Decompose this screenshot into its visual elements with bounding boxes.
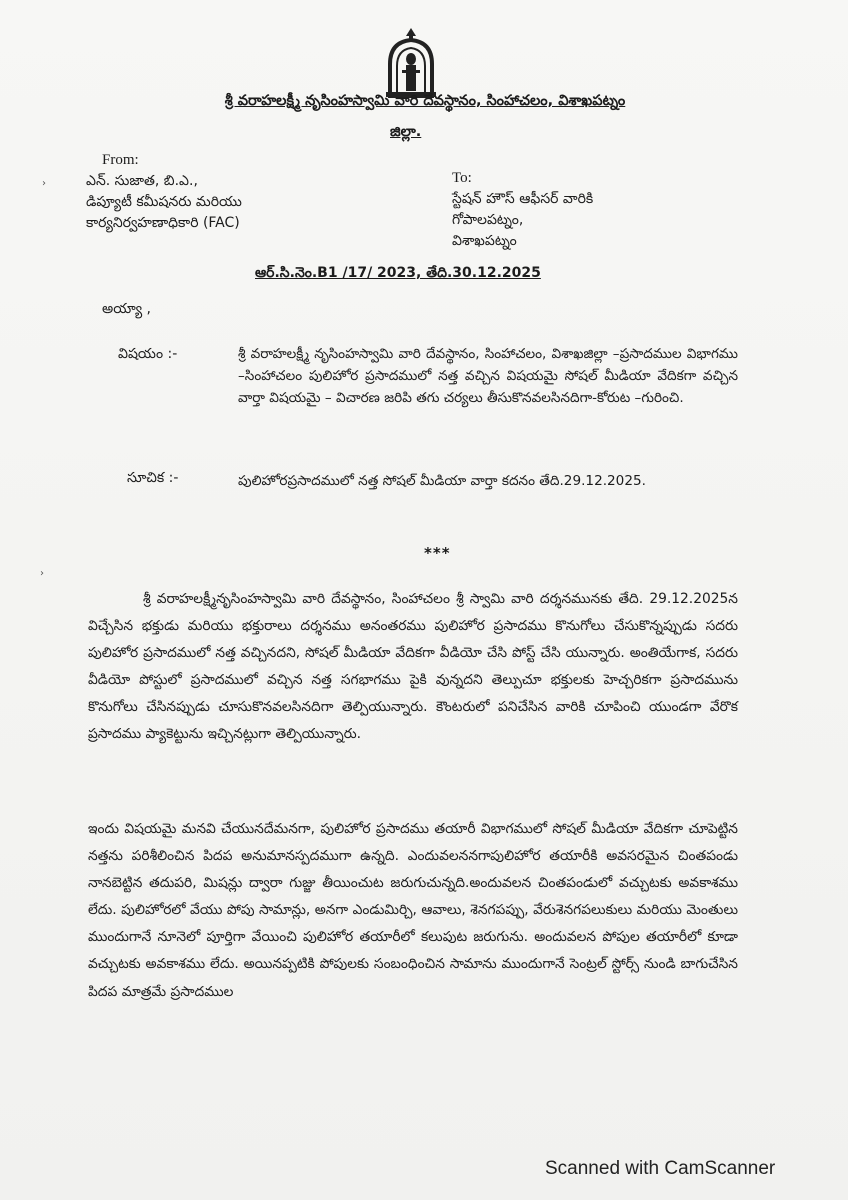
subject-label: విషయం :- [118,346,178,362]
sender-designation: డిప్యూటీ కమీషనరు మరియు [86,194,242,210]
from-label: From: [102,152,139,168]
district-heading: జిల్లా. [390,124,422,140]
to-label: To: [452,170,472,186]
reference-text: పులిహోరప్రసాదములో నత్త సోషల్ మీడియా వార్తా కదనం తేది.29.12.2025. [238,473,646,489]
recipient-locality: గోపాలపట్నం, [452,212,524,228]
margin-scan-mark: › [40,568,44,579]
temple-emblem-icon [380,26,442,98]
body-paragraph-2: ఇందు విషయమై మనవి చేయునదేమనగా, పులిహోర ప్రసాదము తయారీ విభాగములో సోషల్ మీడియా వేదికగా చూపెట్టిన నత్తను పరిశీలించిన పిదప అనుమానస్పదముగా ఉన్నది. ఎందువలననగాపులిహోర తయారీకి అవసరమైన చింతపండు నానబెట్టిన తదుపరి, మిషన్లు ద్వారా గుజ్జు తీయించుట జరుగుచున్నది.అందువలన చింతపండులో వచ్చుటకు అవకాశము లేదు. పులిహోరలో వేయు పోపు సామాన్లు, అనగా ఎండుమిర్చి, ఆవాలు, శెనగపప్పు, వేరుశెనగపలుకులు మరియు మెంతులు ముందుగానే నూనెలో పూర్తిగా వేయించి పులిహోర తయారీలో కలుపుట జరుగును. అందువలన పోపుల తయారీలో కూడా వచ్చుటకు అవకాశము లేదు. అయినప్పటికి పోపులకు సంబంధించిన సామాను ముందుగానే సెంట్రల్ స్టోర్స్ నుండి బాగుచేసిన పిదప మాత్రమే ప్రసాదముల [88,821,738,1000]
section-separator: *** [424,544,451,562]
scanner-watermark: Scanned with CamScanner [545,1158,776,1179]
sender-office: కార్యనిర్వహణాధికారి (FAC) [86,215,240,231]
salutation: అయ్యా , [102,301,152,317]
margin-scan-mark: › [42,178,46,189]
sender-block [86,150,242,234]
reference-number: ఆర్.సి.నెం.B1 /17/ 2023, తేది.30.12.2025 [255,265,541,281]
recipient-block [452,168,593,252]
recipient-city: విశాఖపట్నం [452,233,517,249]
temple-name-heading: శ్రీ వరాహలక్ష్మీ నృసింహస్వామి వారి దేవస్థానం, సింహాచలం, విశాఖపట్నం [224,93,626,109]
recipient-title: స్టేషన్ హౌస్ ఆఫీసర్ వారికి [452,191,594,207]
body-paragraph-1: శ్రీ వరాహలక్ష్మీనృసింహస్వామి వారి దేవస్థానం, సింహాచలం శ్రీ స్వామి వారి దర్శనమునకు తేది. 29.12.2025న విచ్చేసిన భక్తుడు మరియు భక్తురాలు దర్శనము అనంతరము పులిహోర ప్రసాదము కొనుగోలు చేసుకొన్నప్పుడు సదరు పులిహోర ప్రసాదములో నత్త వచ్చినదని, సోషల్ మీడియా వేదికగా వీడియో చేసి పోస్ట్ చేసి యున్నారు. అంతియేగాక, సదరు వీడియో పోస్టులో ప్రసాదములో వచ్చిన నత్త సగభాగము పైకి వున్నదని తెల్పుచూ భక్తులకు హెచ్చరికగా ప్రసాదమును కొనుగోలు చేసినప్పుడు చూసుకొనవలసినదిగా తెల్పియున్నారు. కౌంటరులో పనిచేసిన వారికి చూపించి యుండగా వేరొక ప్రసాదము ప్యాకెట్టును ఇచ్చినట్లుగా తెల్పియున్నారు. [88,591,738,743]
sender-name: ఎన్. సుజాత, బి.ఎ., [86,173,198,189]
subject-text: శ్రీ వరాహలక్ష్మీ నృసింహస్వామి వారి దేవస్థానం, సింహాచలం, విశాఖజిల్లా –ప్రసాదముల విభాగము –సింహాచలం పులిహోర ప్రసాదములో నత్త వచ్చిన విషయమై సోషల్ మీడియా వేదికగా వచ్చిన వార్తా విషయమై – విచారణ జరిపి తగు చర్యలు తీసుకొనవలసినదిగా-కోరుట –గురించి. [238,346,738,406]
reference-label: సూచిక :- [127,470,179,486]
